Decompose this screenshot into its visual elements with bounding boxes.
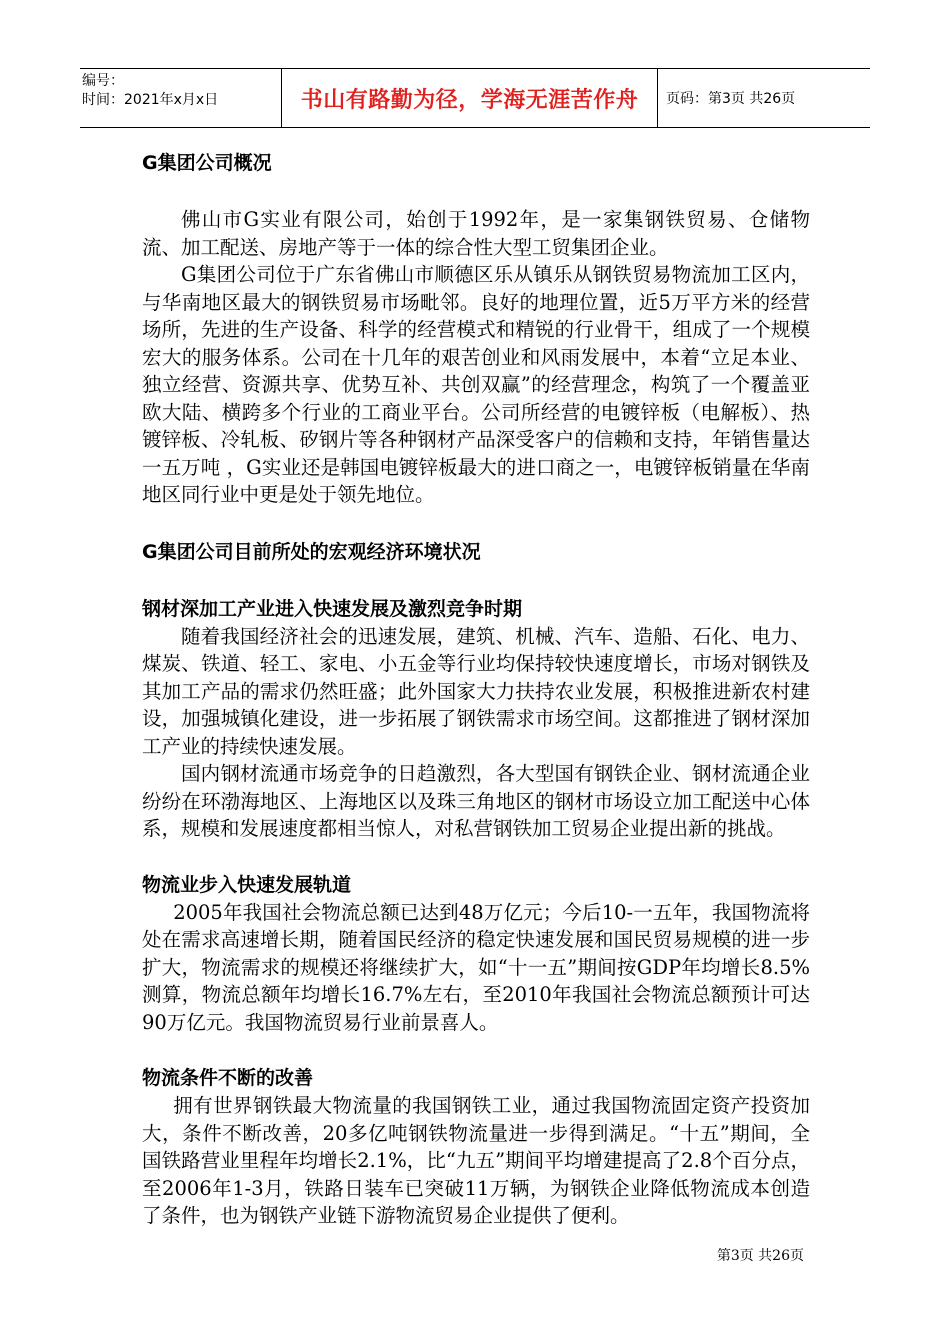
section-title-macro-environment: G集团公司目前所处的宏观经济环境状况 [142,540,481,563]
paragraph-logistics-conditions: 拥有世界钢铁最大物流量的我国钢铁工业，通过我国物流固定资产投资加大，条件不断改善，20多亿吨钢铁物流量进一步得到满足。“十五”期间，全国铁路营业里程年均增长2.1%，比“九五”期间平均增建提高了2.8个百分点，至2006年1-3月，铁路日装车已突破11万辆，为钢铁企业降低物流成本创造了条件，也为钢铁产业链下游物流贸易企业提供了便利。 [142,1094,810,1227]
subsection-title-logistics-growth: 物流业步入快速发展轨道 [142,873,352,896]
header-page-cell [658,69,870,127]
section-title-overview: G集团公司概况 [142,152,272,174]
paragraph-steel-processing-2: 国内钢材流通市场竞争的日趋激烈，各大型国有钢铁企业、钢材流通企业纷纷在环渤海地区、上海地区以及珠三角地区的钢材市场设立加工配送中心体系，规模和发展速度都相当惊人，对私营钢铁加工贸易企业提出新的挑战。 [142,762,810,840]
header-motto-cell [282,69,658,127]
document-number-label: 编号： [82,73,124,89]
paragraph-overview-2: G集团公司位于广东省佛山市顺德区乐从镇乐从钢铁贸易物流加工区内，与华南地区最大的钢铁贸易市场毗邻。良好的地理位置，近5万平方米的经营场所，先进的生产设备、科学的经营模式和精锐的行业骨干，组成了一个规模宏大的服务体系。公司在十几年的艰苦创业和风雨发展中，本着“立足本业、独立经营、资源共享、优势互补、共创双赢”的经营理念，构筑了一个覆盖亚欧大陆、横跨多个行业的工商业平台。公司所经营的电镀锌板（电解板）、热镀锌板、冷轧板、矽钢片等各种钢材产品深受客户的信赖和支持，年销售量达一五万吨 ，G实业还是韩国电镀锌板最大的进口商之一，电镀锌板销量在华南地区同行业中更是处于领先地位。 [142,263,810,506]
document-date-label: 时间：2021年x月x日 [82,92,219,108]
page-header [80,68,870,128]
subsection-title-logistics-conditions: 物流条件不断的改善 [142,1067,314,1089]
paragraph-steel-processing-1: 随着我国经济社会的迅速发展，建筑、机械、汽车、造船、石化、电力、煤炭、铁道、轻工、家电、小五金等行业均保持较快速度增长，市场对钢铁及其加工产品的需求仍然旺盛；此外国家大力扶持农业发展，积极推进新农村建设，加强城镇化建设，进一步拓展了钢铁需求市场空间。这都推进了钢材深加工产业的持续快速发展。 [142,624,810,758]
document-body [142,148,810,1230]
paragraph-overview-1: 佛山市G实业有限公司，始创于1992年，是一家集钢铁贸易、仓储物流、加工配送、房地产等于一体的综合性大型工贸集团企业。 [142,208,810,259]
header-meta [80,69,282,127]
subsection-title-steel-processing: 钢材深加工产业进入快速发展及激烈竞争时期 [142,597,523,620]
page-footer [717,1245,804,1265]
header-motto: 书山有路勤为径，学海无涯苦作舟 [300,87,639,113]
header-page-number: 页码：第3页 共26页 [666,91,796,107]
footer-page-number: 第3页 共26页 [716,1248,804,1264]
paragraph-logistics-growth: 2005年我国社会物流总额已达到48万亿元；今后10-一五年，我国物流将处在需求高速增长期，随着国民经济的稳定快速发展和国民贸易规模的进一步扩大，物流需求的规模还将继续扩大，如“十一五”期间按GDP年均增长8.5%测算，物流总额年均增长16.7%左右，至2010年我国社会物流总额预计可达90万亿元。我国物流贸易行业前景喜人。 [142,900,810,1034]
